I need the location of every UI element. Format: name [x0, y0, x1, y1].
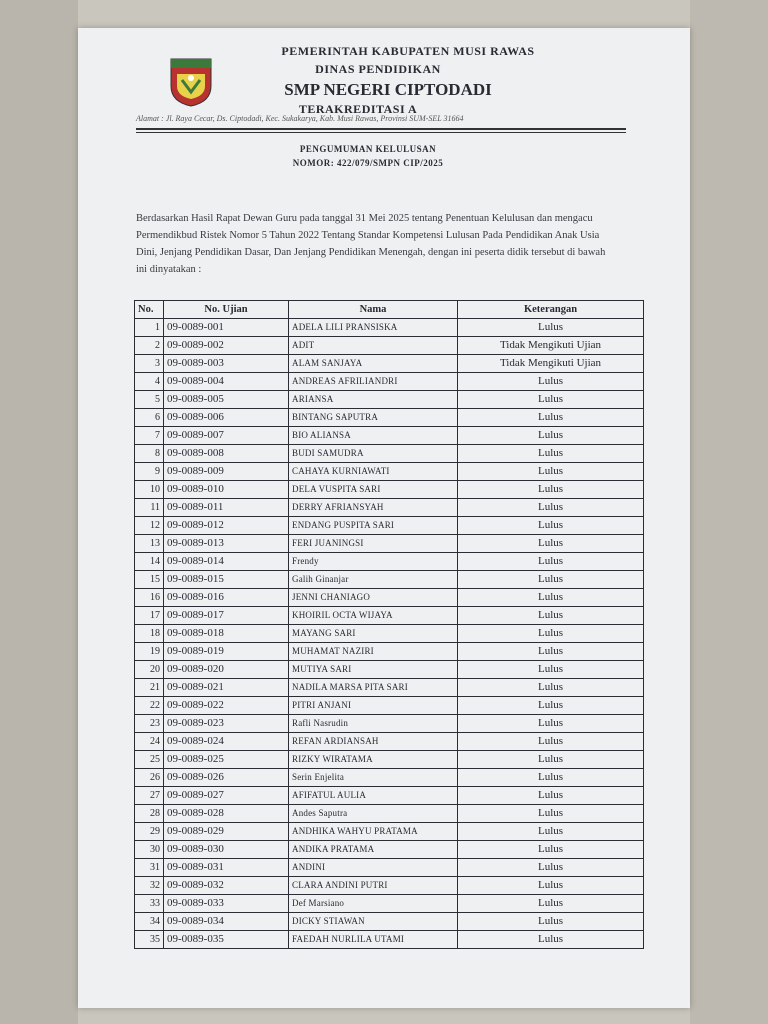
row-number: 31: [135, 859, 164, 877]
name-cell: REFAN ARDIANSAH: [289, 733, 458, 751]
name-cell: RIZKY WIRATAMA: [289, 751, 458, 769]
name-cell: CAHAYA KURNIAWATI: [289, 463, 458, 481]
name-cell: FERI JUANINGSI: [289, 535, 458, 553]
exam-number-cell: 09-0089-007: [164, 427, 289, 445]
header-no: No.: [135, 301, 164, 319]
table-row: [135, 571, 644, 589]
row-number: 7: [135, 427, 164, 445]
intro-paragraph: Berdasarkan Hasil Rapat Dewan Guru pada tanggal 31 Mei 2025 tentang Penentuan Kelulusan dan mengacu Permendikbud Ristek Nomor 5 Tahun 2022 Tentang Standar Kompetensi Lulusan Pada Pendidikan Anak Usia Dini, Jenjang Pendidikan Dasar, Dan Jenjang Pendidikan Menengah, dengan ini peserta didik tersebut di bawah ini dinyatakan :: [136, 213, 606, 275]
row-number: 8: [135, 445, 164, 463]
exam-number-cell: 09-0089-029: [164, 823, 289, 841]
table-row: [135, 481, 644, 499]
name-cell: BINTANG SAPUTRA: [289, 409, 458, 427]
name-cell: ENDANG PUSPITA SARI: [289, 517, 458, 535]
remarks-cell: Lulus: [458, 859, 644, 877]
remarks-cell: Lulus: [458, 445, 644, 463]
row-number: 16: [135, 589, 164, 607]
remarks-cell: Lulus: [458, 769, 644, 787]
exam-number-cell: 09-0089-010: [164, 481, 289, 499]
exam-number-cell: 09-0089-014: [164, 553, 289, 571]
exam-number-cell: 09-0089-006: [164, 409, 289, 427]
remarks-cell: Lulus: [458, 427, 644, 445]
row-number: 30: [135, 841, 164, 859]
results-table: [134, 300, 644, 949]
exam-number-cell: 09-0089-023: [164, 715, 289, 733]
announcement-number: NOMOR: 422/079/SMPN CIP/2025: [292, 158, 444, 168]
remarks-cell: Lulus: [458, 571, 644, 589]
row-number: 1: [135, 319, 164, 337]
exam-number-cell: 09-0089-015: [164, 571, 289, 589]
table-row: [135, 823, 644, 841]
table-row: [135, 427, 644, 445]
header-address: Alamat : Jl. Raya Cecar, Ds. Ciptodadi, Kec. Sukakarya, Kab. Musi Rawas, Provinsi SUM-SEL 31664: [136, 114, 464, 123]
name-cell: ALAM SANJAYA: [289, 355, 458, 373]
row-number: 13: [135, 535, 164, 553]
name-cell: FAEDAH NURLILA UTAMI: [289, 931, 458, 949]
row-number: 28: [135, 805, 164, 823]
table-row: [135, 391, 644, 409]
name-cell: KHOIRIL OCTA WIJAYA: [289, 607, 458, 625]
regency-logo: [168, 56, 214, 108]
name-cell: Serin Enjelita: [289, 769, 458, 787]
remarks-cell: Tidak Mengikuti Ujian: [458, 355, 644, 373]
remarks-cell: Lulus: [458, 607, 644, 625]
row-number: 26: [135, 769, 164, 787]
table-row: [135, 463, 644, 481]
remarks-cell: Lulus: [458, 553, 644, 571]
remarks-cell: Lulus: [458, 499, 644, 517]
exam-number-cell: 09-0089-026: [164, 769, 289, 787]
row-number: 21: [135, 679, 164, 697]
remarks-cell: Lulus: [458, 805, 644, 823]
name-cell: ANDINI: [289, 859, 458, 877]
row-number: 29: [135, 823, 164, 841]
exam-number-cell: 09-0089-005: [164, 391, 289, 409]
table-row: [135, 373, 644, 391]
remarks-cell: Lulus: [458, 895, 644, 913]
row-number: 4: [135, 373, 164, 391]
remarks-cell: Lulus: [458, 715, 644, 733]
exam-number-cell: 09-0089-022: [164, 697, 289, 715]
exam-number-cell: 09-0089-021: [164, 679, 289, 697]
exam-number-cell: 09-0089-009: [164, 463, 289, 481]
name-cell: DERRY AFRIANSYAH: [289, 499, 458, 517]
name-cell: Andes Saputra: [289, 805, 458, 823]
header-remarks: Keterangan: [458, 301, 644, 319]
remarks-cell: Lulus: [458, 877, 644, 895]
remarks-cell: Lulus: [458, 463, 644, 481]
exam-number-cell: 09-0089-001: [164, 319, 289, 337]
table-row: [135, 859, 644, 877]
exam-number-cell: 09-0089-004: [164, 373, 289, 391]
table-row: [135, 553, 644, 571]
remarks-cell: Lulus: [458, 679, 644, 697]
header-government: PEMERINTAH KABUPATEN MUSI RAWAS: [281, 44, 535, 58]
row-number: 3: [135, 355, 164, 373]
exam-number-cell: 09-0089-030: [164, 841, 289, 859]
name-cell: MAYANG SARI: [289, 625, 458, 643]
name-cell: Galih Ginanjar: [289, 571, 458, 589]
exam-number-cell: 09-0089-016: [164, 589, 289, 607]
header-name: Nama: [289, 301, 458, 319]
table-row: [135, 931, 644, 949]
row-number: 24: [135, 733, 164, 751]
row-number: 35: [135, 931, 164, 949]
row-number: 10: [135, 481, 164, 499]
name-cell: MUHAMAT NAZIRI: [289, 643, 458, 661]
row-number: 22: [135, 697, 164, 715]
table-row: [135, 733, 644, 751]
background-left: [0, 0, 78, 1024]
name-cell: AFIFATUL AULIA: [289, 787, 458, 805]
header-exam-number: No. Ujian: [164, 301, 289, 319]
remarks-cell: Lulus: [458, 913, 644, 931]
remarks-cell: Lulus: [458, 409, 644, 427]
header-rule-thin: [136, 132, 626, 133]
table-row: [135, 355, 644, 373]
announcement-title: PENGUMUMAN KELULUSAN: [299, 144, 437, 154]
table-row: [135, 805, 644, 823]
row-number: 32: [135, 877, 164, 895]
remarks-cell: Lulus: [458, 535, 644, 553]
exam-number-cell: 09-0089-020: [164, 661, 289, 679]
table-row: [135, 913, 644, 931]
table-row: [135, 517, 644, 535]
header-department: DINAS PENDIDIKAN: [315, 62, 441, 76]
remarks-cell: Lulus: [458, 625, 644, 643]
remarks-cell: Lulus: [458, 481, 644, 499]
name-cell: ANDIKA PRATAMA: [289, 841, 458, 859]
row-number: 23: [135, 715, 164, 733]
row-number: 27: [135, 787, 164, 805]
remarks-cell: Lulus: [458, 733, 644, 751]
table-row: [135, 499, 644, 517]
row-number: 6: [135, 409, 164, 427]
table-row: [135, 445, 644, 463]
row-number: 5: [135, 391, 164, 409]
name-cell: NADILA MARSA PITA SARI: [289, 679, 458, 697]
name-cell: ADELA LILI PRANSISKA: [289, 319, 458, 337]
header-school-name: SMP NEGERI CIPTODADI: [284, 80, 492, 99]
table-row: [135, 337, 644, 355]
table-row: [135, 841, 644, 859]
row-number: 2: [135, 337, 164, 355]
table-row: [135, 661, 644, 679]
name-cell: CLARA ANDINI PUTRI: [289, 877, 458, 895]
remarks-cell: Lulus: [458, 643, 644, 661]
remarks-cell: Lulus: [458, 373, 644, 391]
remarks-cell: Tidak Mengikuti Ujian: [458, 337, 644, 355]
table-row: [135, 607, 644, 625]
name-cell: BIO ALIANSA: [289, 427, 458, 445]
row-number: 15: [135, 571, 164, 589]
table-row: [135, 895, 644, 913]
remarks-cell: Lulus: [458, 517, 644, 535]
exam-number-cell: 09-0089-008: [164, 445, 289, 463]
table-header-row: [135, 301, 644, 319]
exam-number-cell: 09-0089-019: [164, 643, 289, 661]
name-cell: JENNI CHANIAGO: [289, 589, 458, 607]
table-row: [135, 589, 644, 607]
exam-number-cell: 09-0089-028: [164, 805, 289, 823]
header-accreditation: TERAKREDITASI A: [298, 102, 418, 116]
remarks-cell: Lulus: [458, 697, 644, 715]
name-cell: MUTIYA SARI: [289, 661, 458, 679]
row-number: 34: [135, 913, 164, 931]
exam-number-cell: 09-0089-013: [164, 535, 289, 553]
name-cell: ARIANSA: [289, 391, 458, 409]
row-number: 18: [135, 625, 164, 643]
row-number: 12: [135, 517, 164, 535]
name-cell: Rafli Nasrudin: [289, 715, 458, 733]
background-right: [690, 0, 768, 1024]
table-row: [135, 877, 644, 895]
header-rule-thick: [136, 128, 626, 130]
remarks-cell: Lulus: [458, 589, 644, 607]
exam-number-cell: 09-0089-024: [164, 733, 289, 751]
remarks-cell: Lulus: [458, 787, 644, 805]
remarks-cell: Lulus: [458, 391, 644, 409]
remarks-cell: Lulus: [458, 661, 644, 679]
table-row: [135, 679, 644, 697]
table-row: [135, 769, 644, 787]
exam-number-cell: 09-0089-025: [164, 751, 289, 769]
exam-number-cell: 09-0089-034: [164, 913, 289, 931]
row-number: 20: [135, 661, 164, 679]
table-row: [135, 625, 644, 643]
table-row: [135, 751, 644, 769]
remarks-cell: Lulus: [458, 823, 644, 841]
exam-number-cell: 09-0089-011: [164, 499, 289, 517]
name-cell: PITRI ANJANI: [289, 697, 458, 715]
exam-number-cell: 09-0089-032: [164, 877, 289, 895]
name-cell: BUDI SAMUDRA: [289, 445, 458, 463]
row-number: 25: [135, 751, 164, 769]
exam-number-cell: 09-0089-035: [164, 931, 289, 949]
name-cell: ANDREAS AFRILIANDRI: [289, 373, 458, 391]
name-cell: Frendy: [289, 553, 458, 571]
row-number: 33: [135, 895, 164, 913]
table-row: [135, 697, 644, 715]
exam-number-cell: 09-0089-012: [164, 517, 289, 535]
table-row: [135, 409, 644, 427]
exam-number-cell: 09-0089-031: [164, 859, 289, 877]
table-row: [135, 787, 644, 805]
table-row: [135, 319, 644, 337]
remarks-cell: Lulus: [458, 931, 644, 949]
name-cell: DICKY STIAWAN: [289, 913, 458, 931]
exam-number-cell: 09-0089-002: [164, 337, 289, 355]
name-cell: Def Marsiano: [289, 895, 458, 913]
row-number: 19: [135, 643, 164, 661]
name-cell: ADIT: [289, 337, 458, 355]
exam-number-cell: 09-0089-033: [164, 895, 289, 913]
exam-number-cell: 09-0089-017: [164, 607, 289, 625]
table-row: [135, 715, 644, 733]
row-number: 9: [135, 463, 164, 481]
row-number: 14: [135, 553, 164, 571]
exam-number-cell: 09-0089-018: [164, 625, 289, 643]
row-number: 17: [135, 607, 164, 625]
exam-number-cell: 09-0089-003: [164, 355, 289, 373]
remarks-cell: Lulus: [458, 841, 644, 859]
exam-number-cell: 09-0089-027: [164, 787, 289, 805]
table-row: [135, 535, 644, 553]
remarks-cell: Lulus: [458, 319, 644, 337]
row-number: 11: [135, 499, 164, 517]
document-page: [78, 28, 690, 1008]
name-cell: ANDHIKA WAHYU PRATAMA: [289, 823, 458, 841]
name-cell: DELA VUSPITA SARI: [289, 481, 458, 499]
remarks-cell: Lulus: [458, 751, 644, 769]
table-row: [135, 643, 644, 661]
